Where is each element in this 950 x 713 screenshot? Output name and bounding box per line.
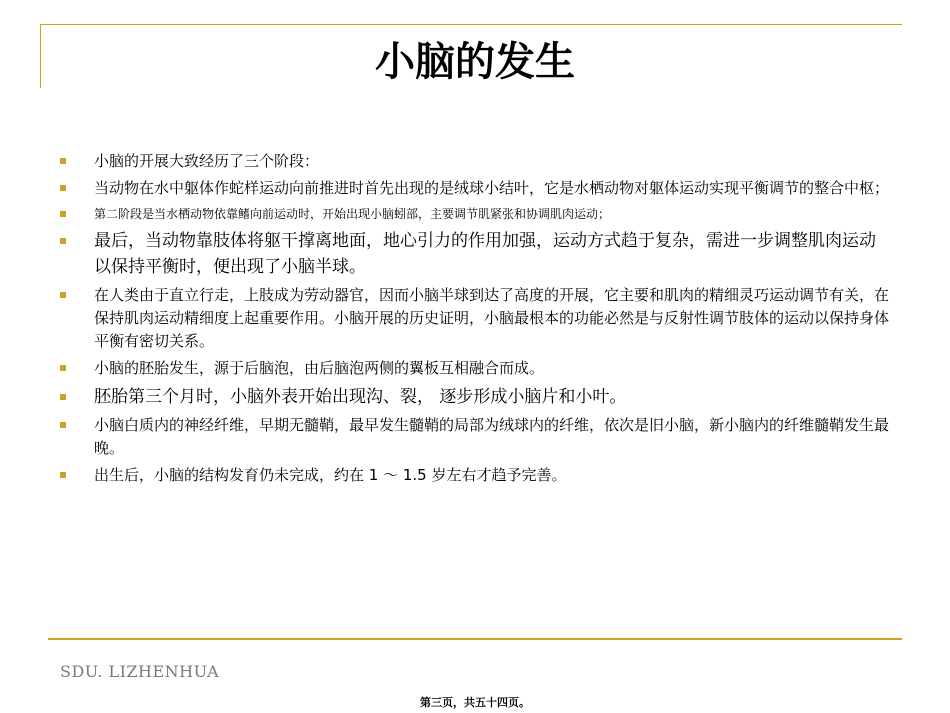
bullet-text: 在人类由于直立行走，上肢成为劳动器官，因而小脑半球到达了高度的开展，它主要和肌肉的精细灵巧运动调节有关，在保持肌肉运动精细度上起重要作用。小脑开展的历史证明，小脑最根本的功能必然是与反射性调节肢体的运动以保持身体平衡有密切关系。 — [94, 286, 890, 350]
page-number: 第三页，共五十四页。 — [420, 696, 530, 709]
bullet-item — [58, 284, 892, 353]
bullet-list — [58, 150, 892, 491]
footer-divider — [48, 638, 902, 640]
footer-author: SDU. LIZHENHUA — [60, 662, 220, 681]
bullet-square-icon — [60, 238, 66, 244]
bullet-text: 出生后，小脑的结构发育仍未完成，约在 1 ～ 1.5 岁左右才趋予完善。 — [94, 466, 567, 484]
bullet-item — [58, 357, 892, 380]
bullet-square-icon — [60, 292, 66, 298]
bullet-square-icon — [60, 211, 66, 217]
bullet-square-icon — [60, 365, 66, 371]
bullet-text: 小脑的开展大致经历了三个阶段： — [94, 152, 320, 170]
bullet-item — [58, 464, 892, 487]
bullet-square-icon — [60, 158, 66, 164]
bullet-text: 小脑的胚胎发生，源于后脑泡，由后脑泡两侧的翼板互相融合而成。 — [94, 359, 545, 377]
bullet-text: 当动物在水中躯体作蛇样运动向前推进时首先出现的是绒球小结叶，它是水栖动物对躯体运动实现平衡调节的整合中枢； — [94, 179, 890, 197]
bullet-item — [58, 228, 892, 280]
bullet-square-icon — [60, 472, 66, 478]
bullet-item — [58, 384, 892, 410]
bullet-item — [58, 177, 892, 200]
bullet-item — [58, 414, 892, 460]
bullet-text: 最后，当动物靠肢体将躯干撑离地面，地心引力的作用加强，运动方式趋于复杂，需进一步调整肌肉运动以保持平衡时，便出现了小脑半球。 — [94, 231, 876, 277]
slide-title: 小脑的发生 — [375, 39, 575, 85]
bullet-text: 小脑白质内的神经纤维，早期无髓鞘，最早发生髓鞘的局部为绒球内的纤维，依次是旧小脑，新小脑内的纤维髓鞘发生最晚。 — [94, 416, 890, 457]
bullet-square-icon — [60, 422, 66, 428]
bullet-text: 胚胎第三个月时，小脑外表开始出现沟、裂， 逐步形成小脑片和小叶。 — [94, 387, 627, 407]
bullet-item — [58, 150, 892, 173]
bullet-square-icon — [60, 394, 66, 400]
bullet-item — [58, 204, 892, 224]
bullet-text: 第二阶段是当水栖动物依靠鳍向前运动时，开始出现小脑蚓部，主要调节肌紧张和协调肌肉运动； — [94, 207, 611, 221]
frame-top-line — [40, 24, 902, 25]
bullet-square-icon — [60, 185, 66, 191]
